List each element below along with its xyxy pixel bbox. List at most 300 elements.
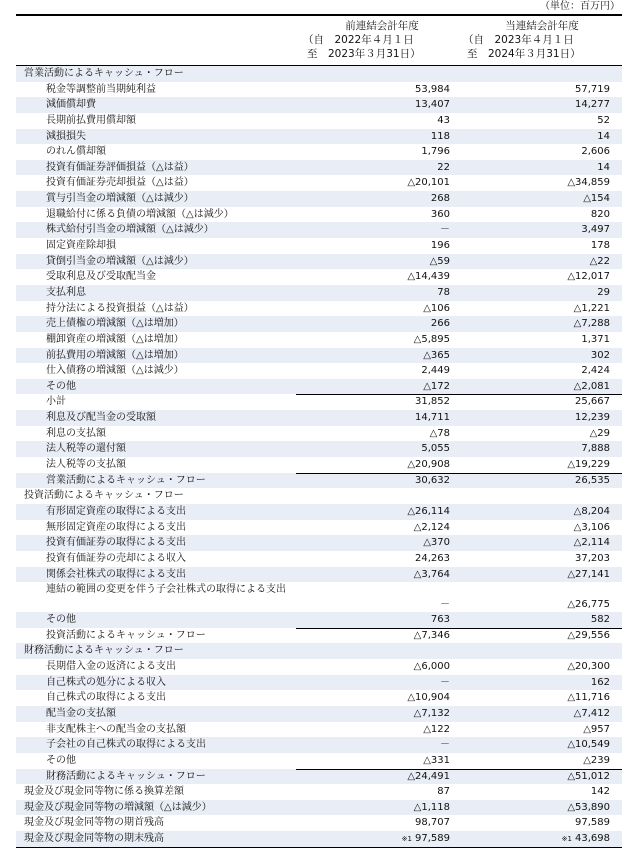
prev-value <box>330 82 450 98</box>
current-value-text: 3,497 <box>581 224 610 236</box>
prev-value <box>330 800 450 816</box>
table-row <box>16 643 622 659</box>
current-value-text: 97,589 <box>575 817 610 829</box>
current-value-text: △154 <box>583 193 610 205</box>
prev-value-text: △10,904 <box>407 692 450 704</box>
row-label: 財務活動によるキャッシュ・フロー <box>24 645 184 657</box>
current-value <box>490 144 610 160</box>
prev-value-text: △24,491 <box>407 770 450 782</box>
current-value <box>490 706 610 722</box>
row-label: 減価償却費 <box>46 99 96 111</box>
prev-value-text: 31,852 <box>415 396 450 408</box>
current-value-text: 43,698 <box>575 833 610 845</box>
row-label: 前払費用の増減額（△は増加） <box>46 349 184 361</box>
current-value <box>490 348 610 364</box>
prev-value <box>330 254 450 270</box>
current-value <box>490 363 610 379</box>
row-label: 現金及び現金同等物に係る換算差額 <box>24 786 184 798</box>
table-row <box>16 129 622 145</box>
prev-value <box>330 597 450 612</box>
prev-value <box>330 191 450 207</box>
table-row <box>16 473 622 489</box>
current-value-text: △11,716 <box>567 692 610 704</box>
prev-value <box>330 457 450 473</box>
table-row <box>16 269 622 285</box>
current-value-text: △7,412 <box>573 707 610 719</box>
current-value <box>490 82 610 98</box>
row-label: 持分法による投資損益（△は益） <box>46 302 194 314</box>
prev-value <box>330 97 450 113</box>
table-body <box>16 66 622 848</box>
row-label: 退職給付に係る負債の増減額（△は減少） <box>46 208 234 220</box>
prev-value-text: － <box>440 599 450 611</box>
current-value <box>490 129 610 145</box>
current-value <box>490 269 610 285</box>
unit-label: （単位：百万円） <box>540 1 620 12</box>
row-label: 現金及び現金同等物の期末残高 <box>24 833 164 845</box>
prev-value-text: 13,407 <box>415 99 450 111</box>
current-value <box>490 222 610 238</box>
current-value-text: △20,300 <box>567 661 610 673</box>
current-value-text: △34,859 <box>567 177 610 189</box>
current-value <box>490 332 610 348</box>
row-label: その他 <box>46 754 76 766</box>
current-value <box>490 426 610 442</box>
prev-value-text: － <box>440 739 450 751</box>
table-row <box>16 238 622 254</box>
prev-value <box>330 238 450 254</box>
prev-value-text: 763 <box>430 614 450 626</box>
row-label: 減損損失 <box>46 130 86 142</box>
table-row <box>16 426 622 442</box>
current-value <box>490 753 610 769</box>
row-label: その他 <box>46 614 76 626</box>
prev-value <box>330 113 450 129</box>
prev-value <box>330 144 450 160</box>
table-row <box>16 82 622 98</box>
prev-value <box>330 348 450 364</box>
current-value <box>490 379 610 395</box>
current-value-text: 14,277 <box>575 99 610 111</box>
prev-note-mark: ※1 <box>401 835 412 844</box>
current-value <box>490 301 610 317</box>
table-row <box>16 410 622 426</box>
prev-value-text: △78 <box>429 427 450 439</box>
prev-value-text: 5,055 <box>421 443 450 455</box>
table-row <box>16 316 622 332</box>
current-value-text: 37,203 <box>575 552 610 564</box>
current-value-text: △29 <box>589 427 610 439</box>
prev-value <box>330 675 450 691</box>
table-row <box>16 97 622 113</box>
prev-value-text: △6,000 <box>413 661 450 673</box>
current-value <box>490 316 610 332</box>
prev-value <box>330 567 450 583</box>
prev-value-text: △1,118 <box>413 801 450 813</box>
prev-value-text: 24,263 <box>415 552 450 564</box>
current-note-mark: ※1 <box>561 835 572 844</box>
current-value-text: 178 <box>590 240 610 252</box>
prev-value-text: △106 <box>423 302 450 314</box>
current-value <box>490 690 610 706</box>
table-row <box>16 753 622 769</box>
table-row <box>16 815 622 831</box>
prev-value-text: △2,124 <box>413 521 450 533</box>
prev-value <box>330 129 450 145</box>
current-value <box>490 567 610 583</box>
current-value-text: 2,424 <box>581 365 610 377</box>
prev-value-text: △365 <box>423 349 450 361</box>
current-value <box>490 97 610 113</box>
prev-value-text: △7,132 <box>413 707 450 719</box>
table-row <box>16 160 622 176</box>
prev-value-text: △14,439 <box>407 271 450 283</box>
current-value <box>490 612 610 628</box>
current-value <box>490 551 610 567</box>
table-row <box>16 737 622 753</box>
prev-value <box>330 753 450 769</box>
row-label: 営業活動によるキャッシュ・フロー <box>46 474 206 486</box>
table-row <box>16 831 622 848</box>
row-label: 投資活動によるキャッシュ・フロー <box>46 629 206 641</box>
current-value-text: △239 <box>583 754 610 766</box>
table-row <box>16 659 622 675</box>
row-label: 子会社の自己株式の取得による支出 <box>46 739 206 751</box>
current-value-text: 820 <box>590 208 610 220</box>
row-label: 非支配株主への配当金の支払額 <box>46 723 186 735</box>
prev-value-text: 118 <box>430 130 450 142</box>
current-value <box>490 535 610 551</box>
prev-value-text: 1,796 <box>421 146 450 158</box>
current-value <box>490 597 610 612</box>
table-header <box>16 16 622 66</box>
prev-value-text: △59 <box>429 255 450 267</box>
table-row <box>16 675 622 691</box>
row-label: 税金等調整前当期純利益 <box>46 83 156 95</box>
prev-value <box>330 784 450 800</box>
row-label: 法人税等の還付額 <box>46 443 126 455</box>
table-row <box>16 535 622 551</box>
current-value <box>490 191 610 207</box>
current-value-text: 582 <box>590 614 610 626</box>
table-row <box>16 488 622 504</box>
prev-value-text: 196 <box>430 240 450 252</box>
prev-value <box>330 222 450 238</box>
prev-value-text: △5,895 <box>413 333 450 345</box>
table-row <box>16 800 622 816</box>
current-value <box>490 504 610 520</box>
prev-value-text: 30,632 <box>415 474 450 486</box>
table-row <box>16 582 622 612</box>
current-value-text: △3,106 <box>573 521 610 533</box>
table-row <box>16 379 622 395</box>
current-value-text: △2,114 <box>573 537 610 549</box>
row-label: 受取利息及び受取配当金 <box>46 271 156 283</box>
prev-value <box>330 316 450 332</box>
prev-value-text: 2,449 <box>421 365 450 377</box>
prev-value <box>330 659 450 675</box>
current-value-text: △22 <box>589 255 610 267</box>
current-value-text: △51,012 <box>567 770 610 782</box>
table-row <box>16 222 622 238</box>
row-label: 法人税等の支払額 <box>46 459 126 471</box>
current-value <box>490 207 610 223</box>
current-value-text: △10,549 <box>567 739 610 751</box>
table-row <box>16 628 622 644</box>
row-label: 連結の範囲の変更を伴う子会社株式の取得による支出 <box>46 584 286 596</box>
prev-value <box>330 363 450 379</box>
table-row <box>16 254 622 270</box>
current-value <box>490 441 610 457</box>
row-label: 関係会社株式の取得による支出 <box>46 568 186 580</box>
current-value-text: 1,371 <box>581 333 610 345</box>
table-row <box>16 769 622 785</box>
prev-value <box>330 690 450 706</box>
header-current-period <box>463 19 621 61</box>
current-value <box>490 769 610 785</box>
current-period-to: 至 2024年３月31日） <box>467 48 581 60</box>
prev-value <box>330 441 450 457</box>
row-label: 株式給付引当金の増減額（△は減少） <box>46 224 214 236</box>
table-row <box>16 191 622 207</box>
row-label: 自己株式の取得による支出 <box>46 692 166 704</box>
prev-value <box>330 504 450 520</box>
current-value <box>490 675 610 691</box>
prev-value-text: △370 <box>423 537 450 549</box>
prev-value <box>330 410 450 426</box>
row-label: 財務活動によるキャッシュ・フロー <box>46 770 206 782</box>
current-value-text: 25,667 <box>575 396 610 408</box>
current-value-text: △53,890 <box>567 801 610 813</box>
current-value-text: 12,239 <box>575 412 610 424</box>
row-label: 棚卸資産の増減額（△は増加） <box>46 333 184 345</box>
prev-value <box>330 520 450 536</box>
prev-value <box>330 628 450 644</box>
current-value-text: △1,221 <box>573 302 610 314</box>
prev-value-text: △26,114 <box>407 505 450 517</box>
current-value-text: 162 <box>590 676 610 688</box>
row-label: 投資有価証券の取得による支出 <box>46 537 186 549</box>
current-value-text: △19,229 <box>567 459 610 471</box>
table-row <box>16 301 622 317</box>
table-row <box>16 175 622 191</box>
table-row <box>16 441 622 457</box>
table-row <box>16 612 622 628</box>
prev-value <box>330 175 450 191</box>
row-label: 支払利息 <box>46 286 86 298</box>
current-value <box>490 800 610 816</box>
current-value <box>490 285 610 301</box>
prev-value <box>330 426 450 442</box>
prev-value <box>330 269 450 285</box>
row-label: 有形固定資産の取得による支出 <box>46 505 186 517</box>
current-value-text: 2,606 <box>581 146 610 158</box>
current-value <box>490 659 610 675</box>
current-value <box>490 831 610 848</box>
current-value-text: 142 <box>590 786 610 798</box>
table-row <box>16 332 622 348</box>
prev-value-text: △331 <box>423 754 450 766</box>
prev-value-text: △122 <box>423 723 450 735</box>
subtotal-rule <box>296 473 622 474</box>
header-prev-period <box>303 19 461 61</box>
current-value <box>490 737 610 753</box>
table-row <box>16 784 622 800</box>
prev-value <box>330 394 450 410</box>
prev-value-text: 22 <box>437 161 450 173</box>
table-row <box>16 706 622 722</box>
prev-value-text: △7,346 <box>413 629 450 641</box>
prev-value-text: △20,908 <box>407 459 450 471</box>
table-row <box>16 394 622 410</box>
row-label: 営業活動によるキャッシュ・フロー <box>24 68 184 79</box>
prev-value <box>330 473 450 489</box>
row-label: 配当金の支払額 <box>46 707 116 719</box>
current-value-text: △26,775 <box>567 599 610 611</box>
prev-value-text: － <box>440 676 450 688</box>
current-value-text: 52 <box>597 114 610 126</box>
row-label: 投資有価証券売却損益（△は益） <box>46 177 194 189</box>
table-row <box>16 551 622 567</box>
row-label: 自己株式の処分による収入 <box>46 676 166 688</box>
prev-value <box>330 379 450 395</box>
prev-value-text: △172 <box>423 380 450 392</box>
row-label: 貸倒引当金の増減額（△は減少） <box>46 255 194 267</box>
table-row <box>16 567 622 583</box>
current-value <box>490 722 610 738</box>
current-value <box>490 394 610 410</box>
current-value-text: △7,288 <box>573 318 610 330</box>
row-label: 無形固定資産の取得による支出 <box>46 521 186 533</box>
row-label: 利息の支払額 <box>46 427 106 439</box>
row-label: 小計 <box>46 396 66 408</box>
prev-value <box>330 706 450 722</box>
table-row <box>16 520 622 536</box>
table-row <box>16 113 622 129</box>
current-value <box>490 628 610 644</box>
prev-value <box>330 769 450 785</box>
current-value <box>490 113 610 129</box>
prev-value-text: 87 <box>437 786 450 798</box>
row-label: 投資有価証券評価損益（△は益） <box>46 161 194 173</box>
row-label: 長期借入金の返済による支出 <box>46 661 176 673</box>
prev-period-to: 至 2023年３月31日） <box>307 48 421 60</box>
current-period-title: 当連結会計年度 <box>505 20 579 32</box>
current-value-text: 14 <box>597 130 610 142</box>
prev-value-text: △20,101 <box>407 177 450 189</box>
table-row <box>16 207 622 223</box>
prev-value <box>330 332 450 348</box>
prev-value <box>330 815 450 831</box>
current-value-text: △957 <box>583 723 610 735</box>
table-row <box>16 363 622 379</box>
row-label: 現金及び現金同等物の増減額（△は減少） <box>24 801 212 813</box>
row-label: 長期前払費用償却額 <box>46 114 136 126</box>
current-value-text: △2,081 <box>573 380 610 392</box>
current-value <box>490 815 610 831</box>
current-value-text: △8,204 <box>573 505 610 517</box>
row-label: 現金及び現金同等物の期首残高 <box>24 817 164 829</box>
current-value-text: 302 <box>590 349 610 361</box>
prev-value-text: 53,984 <box>415 83 450 95</box>
current-value <box>490 175 610 191</box>
table-row <box>16 690 622 706</box>
row-label: その他 <box>46 380 76 392</box>
table-row <box>16 144 622 160</box>
current-value <box>490 238 610 254</box>
prev-value-text: 360 <box>430 208 450 220</box>
current-value <box>490 410 610 426</box>
current-value-text: △27,141 <box>567 568 610 580</box>
table-row <box>16 504 622 520</box>
prev-value <box>330 737 450 753</box>
prev-value-text: 268 <box>430 193 450 205</box>
prev-value-text: 98,707 <box>415 817 450 829</box>
current-value-text: 7,888 <box>581 443 610 455</box>
row-label: 投資活動によるキャッシュ・フロー <box>24 490 184 502</box>
prev-value <box>330 160 450 176</box>
table-row <box>16 285 622 301</box>
prev-value-text: 43 <box>437 114 450 126</box>
current-value-text: 57,719 <box>575 83 610 95</box>
subtotal-rule <box>296 628 622 629</box>
current-value-text: 29 <box>597 286 610 298</box>
subtotal-rule <box>296 394 622 395</box>
current-value <box>490 784 610 800</box>
prev-value <box>330 551 450 567</box>
row-label: 売上債権の増減額（△は増加） <box>46 318 184 330</box>
row-label: 固定資産除却損 <box>46 240 116 252</box>
prev-value <box>330 285 450 301</box>
prev-value-text: 14,711 <box>415 412 450 424</box>
current-value-text: △12,017 <box>567 271 610 283</box>
current-value <box>490 160 610 176</box>
current-value-text: 14 <box>597 161 610 173</box>
table-row <box>16 722 622 738</box>
prev-value-text: △3,764 <box>413 568 450 580</box>
prev-value <box>330 301 450 317</box>
table-row <box>16 66 622 82</box>
prev-value <box>330 207 450 223</box>
row-label: 賞与引当金の増減額（△は減少） <box>46 193 194 205</box>
prev-value-text: 266 <box>430 318 450 330</box>
current-value <box>490 473 610 489</box>
current-period-from: （自 2023年４月１日 <box>463 34 574 46</box>
table-row <box>16 348 622 364</box>
prev-value-text: 78 <box>437 286 450 298</box>
row-label: 投資有価証券の売却による収入 <box>46 552 186 564</box>
current-value <box>490 457 610 473</box>
current-value-text: 26,535 <box>575 474 610 486</box>
row-label: 利息及び配当金の受取額 <box>46 412 156 424</box>
row-label: 仕入債務の増減額（△は減少） <box>46 365 184 377</box>
prev-value-text: 97,589 <box>415 833 450 845</box>
current-value-text: △29,556 <box>567 629 610 641</box>
prev-value-text: － <box>440 224 450 236</box>
table-row <box>16 457 622 473</box>
prev-period-title: 前連結会計年度 <box>345 20 419 32</box>
prev-value <box>330 612 450 628</box>
prev-period-from: （自 2022年４月１日 <box>303 34 414 46</box>
current-value <box>490 254 610 270</box>
prev-value <box>330 722 450 738</box>
prev-value <box>330 831 450 848</box>
subtotal-rule <box>296 769 622 770</box>
cash-flow-table <box>16 14 622 848</box>
prev-value <box>330 535 450 551</box>
row-label: のれん償却額 <box>46 146 106 158</box>
current-value <box>490 520 610 536</box>
